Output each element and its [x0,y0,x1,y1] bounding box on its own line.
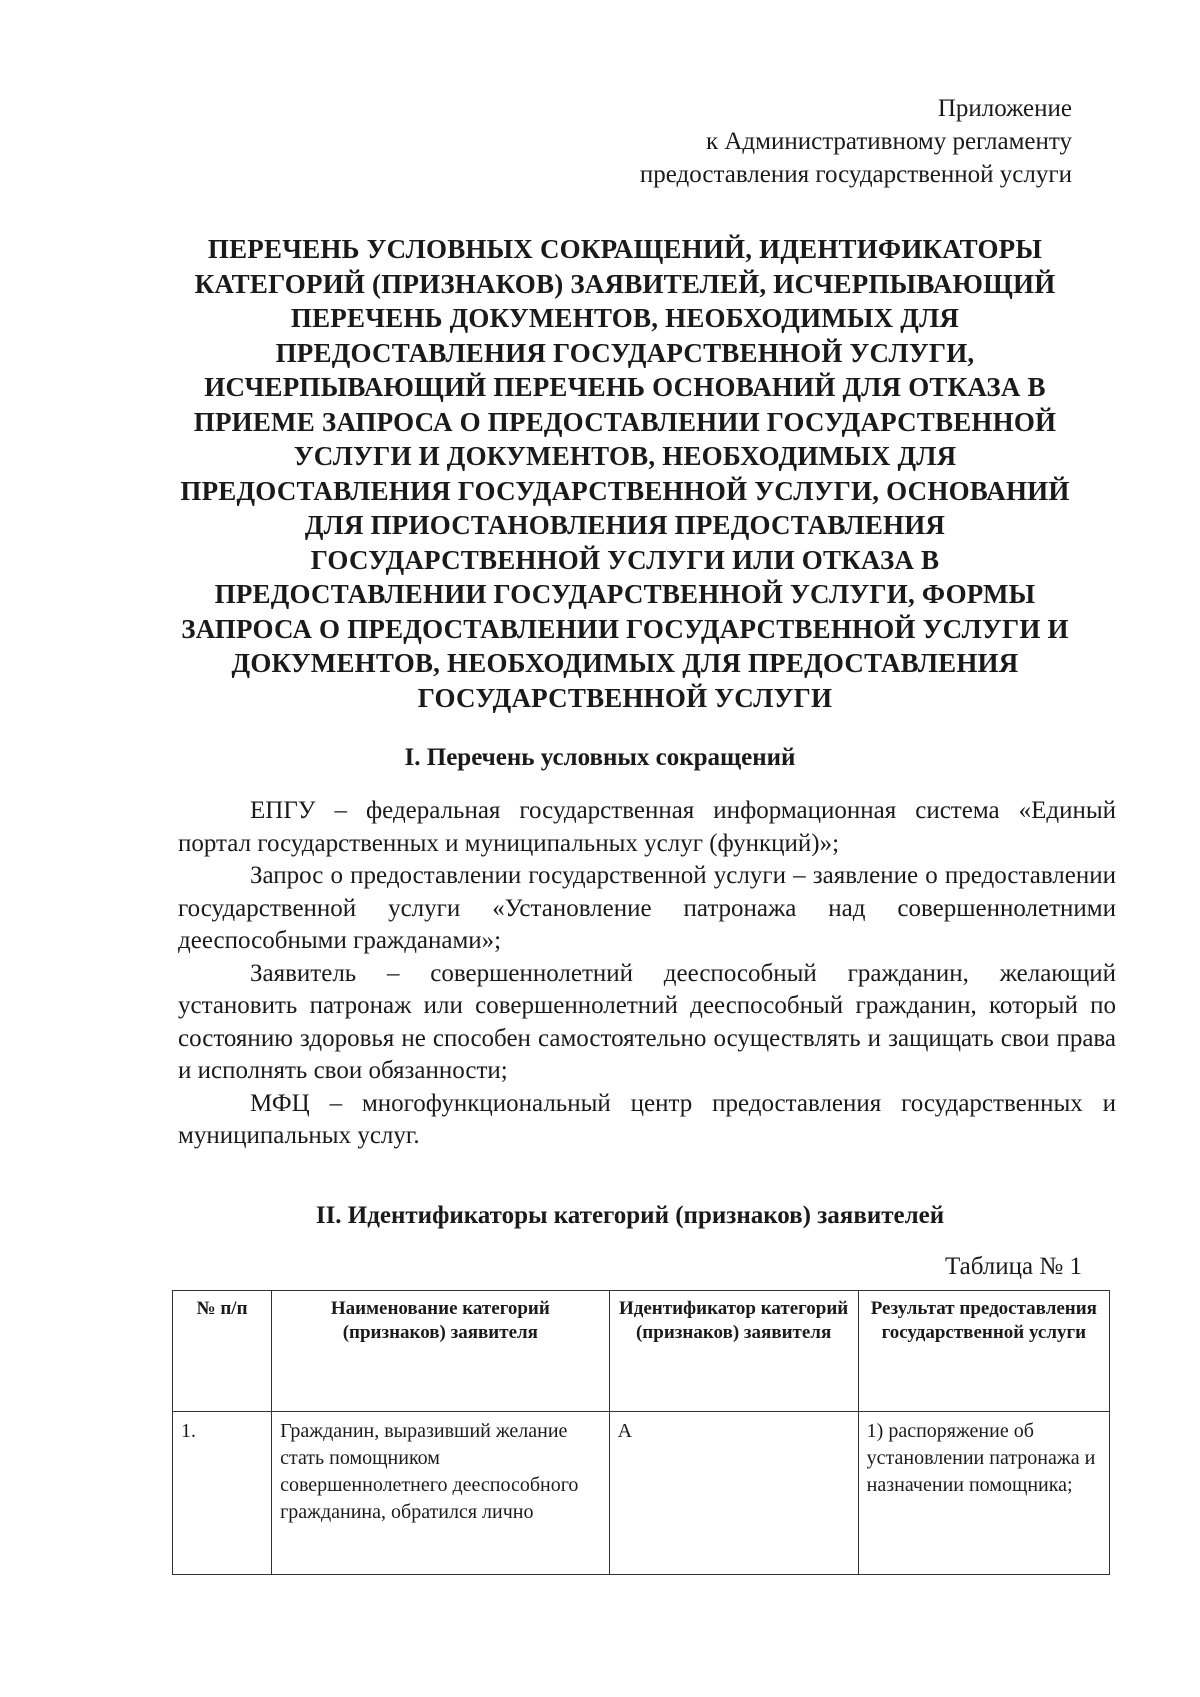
title-line: УСЛУГИ И ДОКУМЕНТОВ, НЕОБХОДИМЫХ ДЛЯ [293,441,957,471]
title-line: ПЕРЕЧЕНЬ УСЛОВНЫХ СОКРАЩЕНИЙ, ИДЕНТИФИКАТОРЫ [207,234,1043,264]
title-line: ПЕРЕЧЕНЬ ДОКУМЕНТОВ, НЕОБХОДИМЫХ ДЛЯ [290,303,960,333]
cell-result: 1) распоряжение об установлении патронажа и назначении помощника; [858,1412,1109,1575]
cell-category-name: Гражданин, выразивший желание стать помощником совершеннолетнего дееспособного гражданина, обратился лично [272,1412,610,1575]
applicant-categories-table [172,1290,1110,1575]
abbreviation-paragraph: Запрос о предоставлении государственной услуги – заявление о предоставлении государственной услуги «Установление патронажа над совершеннолетними дееспособными гражданами»; [178,862,1116,954]
header-result: Результат предоставления государственной услуги [858,1291,1109,1412]
header-number: № п/п [173,1291,272,1412]
header-category-name: Наименование категорий (признаков) заявителя [272,1291,610,1412]
annex-line-1: Приложение [937,95,1072,122]
title-line: ПРЕДОСТАВЛЕНИИ ГОСУДАРСТВЕННОЙ УСЛУГИ, ФОРМЫ [214,579,1036,609]
title-line: ГОСУДАРСТВЕННОЙ УСЛУГИ [417,682,833,713]
document-title [175,232,1075,715]
title-line: ДЛЯ ПРИОСТАНОВЛЕНИЯ ПРЕДОСТАВЛЕНИЯ [304,510,946,540]
annex-header [640,92,1072,191]
table-row [173,1412,1110,1575]
title-line: ГОСУДАРСТВЕННОЙ УСЛУГИ ИЛИ ОТКАЗА В [310,544,940,575]
table-caption: Таблица № 1 [944,1253,1082,1280]
title-line: ПРЕДОСТАВЛЕНИЯ ГОСУДАРСТВЕННОЙ УСЛУГИ, [275,337,975,368]
abbreviation-paragraph: МФЦ – многофункциональный центр предоставления государственных и муниципальных услуг. [178,1089,1116,1149]
section-2-heading: II. Идентификаторы категорий (признаков) заявителей [315,1202,945,1229]
cell-number: 1. [173,1412,272,1575]
title-line: ПРИЕМЕ ЗАПРОСА О ПРЕДОСТАВЛЕНИИ ГОСУДАРСТВЕННОЙ [193,406,1057,437]
annex-line-2: к Административному регламенту [705,128,1072,155]
title-line: ИСЧЕРПЫВАЮЩИЙ ПЕРЕЧЕНЬ ОСНОВАНИЙ ДЛЯ ОТКАЗА В [204,372,1046,402]
annex-line-3: предоставления государственной услуги [639,161,1072,188]
abbreviation-paragraph: ЕПГУ – федеральная государственная информационная система «Единый портал государственных и муниципальных услуг (функций)»; [178,797,1116,857]
title-line: ЗАПРОСА О ПРЕДОСТАВЛЕНИИ ГОСУДАРСТВЕННОЙ УСЛУГИ И [181,613,1069,644]
header-category-id: Идентификатор категорий (признаков) заявителя [609,1291,858,1412]
table-header-row [173,1291,1110,1412]
abbreviations-list [178,795,1116,1153]
title-line: ДОКУМЕНТОВ, НЕОБХОДИМЫХ ДЛЯ ПРЕДОСТАВЛЕНИЯ [231,648,1019,678]
title-line: КАТЕГОРИЙ (ПРИЗНАКОВ) ЗАЯВИТЕЛЕЙ, ИСЧЕРПЫВАЮЩИЙ [194,268,1056,299]
abbreviation-paragraph: Заявитель – совершеннолетний дееспособный гражданин, желающий установить патронаж или совершеннолетний дееспособный гражданин, который по состоянию здоровья не способен самостоятельно осуществлять и защищать свои права и исполнять свои обязанности; [178,959,1116,1084]
section-1-heading: I. Перечень условных сокращений [404,744,796,771]
cell-category-id: А [609,1412,858,1575]
title-line: ПРЕДОСТАВЛЕНИЯ ГОСУДАРСТВЕННОЙ УСЛУГИ, ОСНОВАНИЙ [180,475,1070,506]
